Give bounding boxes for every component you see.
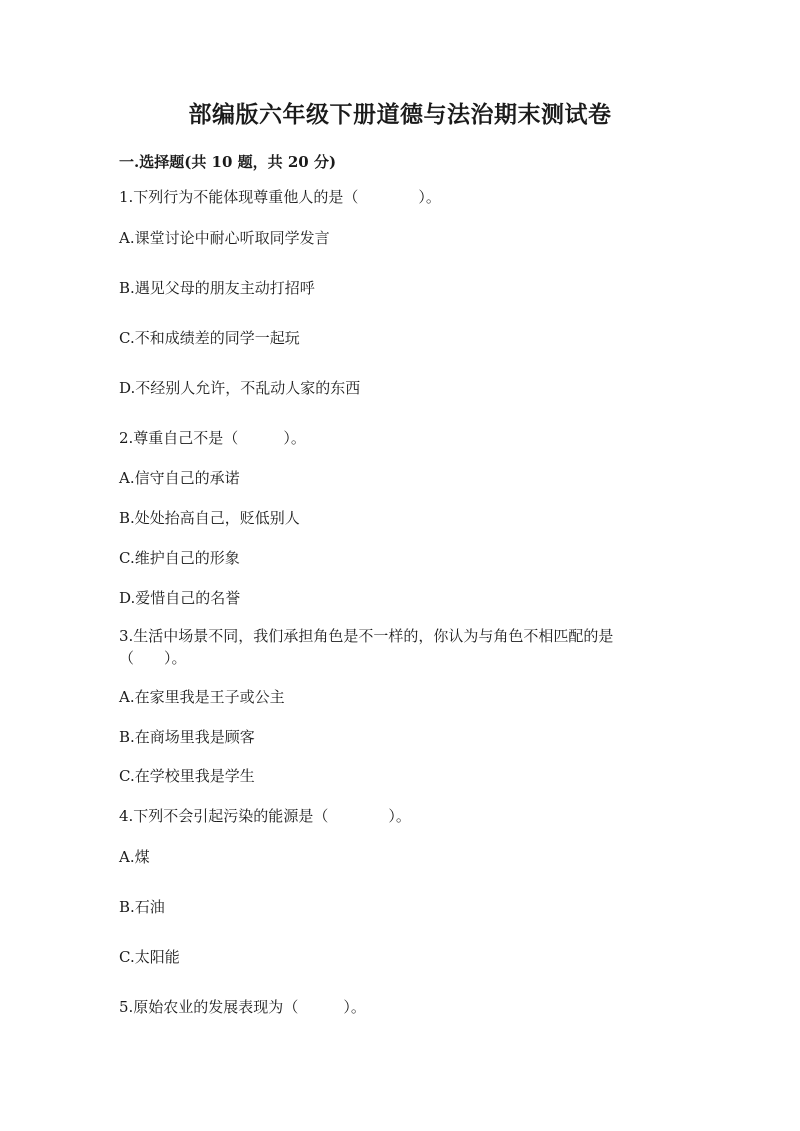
question-1-option-a: A.课堂讨论中耐心听取同学发言 [119, 229, 330, 247]
question-1-option-d: D.不经别人允许，不乱动人家的东西 [119, 379, 361, 397]
question-3-option-b: B.在商场里我是顾客 [119, 728, 255, 746]
question-4-option-c: C.太阳能 [119, 948, 180, 966]
question-1-stem: 1.下列行为不能体现尊重他人的是（ ）。 [119, 188, 441, 206]
question-1-option-b: B.遇见父母的朋友主动打招呼 [119, 279, 315, 297]
question-3-option-c: C.在学校里我是学生 [119, 767, 255, 785]
question-3-stem: 3.生活中场景不同，我们承担角色是不一样的，你认为与角色不相匹配的是（ ）。 [119, 627, 614, 667]
question-4-option-a: A.煤 [119, 848, 150, 866]
question-2-option-b: B.处处抬高自己，贬低别人 [119, 509, 300, 527]
question-2-stem: 2.尊重自己不是（ ）。 [119, 429, 306, 447]
question-3-option-a: A.在家里我是王子或公主 [119, 688, 285, 706]
section-heading: 一.选择题(共 10 题，共 20 分) [119, 153, 337, 171]
question-2-option-d: D.爱惜自己的名誉 [119, 589, 241, 607]
question-4-stem: 4.下列不会引起污染的能源是（ ）。 [119, 807, 411, 825]
question-1-option-c: C.不和成绩差的同学一起玩 [119, 329, 300, 347]
question-2-option-a: A.信守自己的承诺 [119, 469, 240, 487]
question-2-option-c: C.维护自己的形象 [119, 549, 240, 567]
question-5-stem: 5.原始农业的发展表现为（ ）。 [119, 998, 366, 1016]
question-4-option-b: B.石油 [119, 898, 165, 916]
exam-title: 部编版六年级下册道德与法治期末测试卷 [188, 101, 612, 128]
